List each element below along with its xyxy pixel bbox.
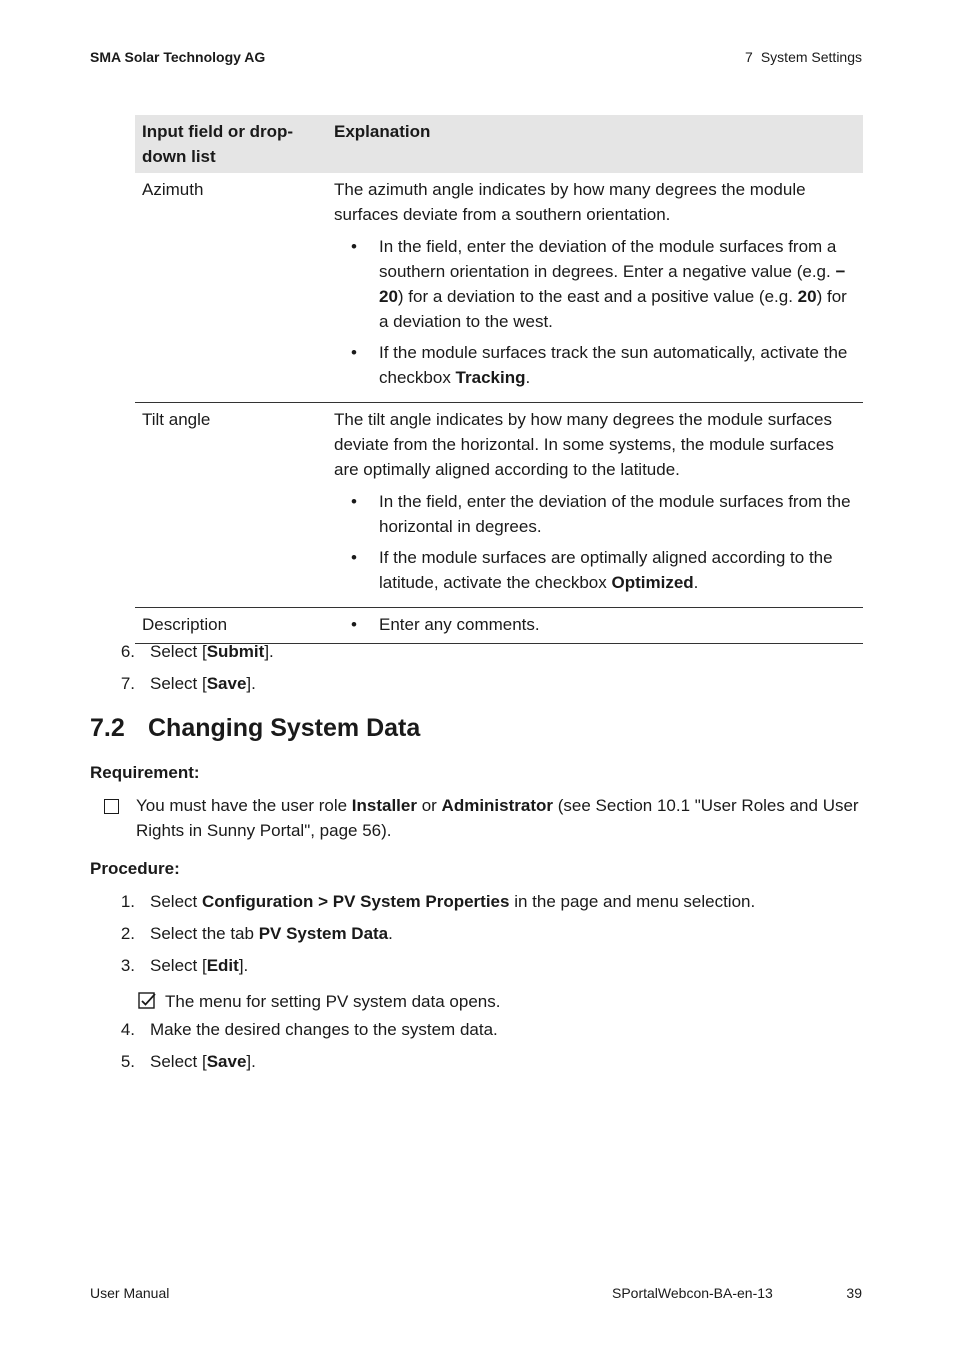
step-number: 5. xyxy=(120,1052,135,1071)
explanation-intro: The tilt angle indicates by how many degrees the module surfaces deviate from the horizontal. In some systems, the module surfaces are optimally aligned according to the latitude. xyxy=(334,410,834,479)
column-header-field: Input field or drop-down list xyxy=(135,115,327,173)
bullet-item: • If the module surfaces are optimally aligned according to the latitude, activate the checkbox Optimized. xyxy=(334,545,856,595)
step-item: 7. Select [Save]. xyxy=(90,671,274,703)
step-item: 5. Select [Save]. xyxy=(90,1049,755,1081)
steps-top-list xyxy=(90,639,274,703)
header-chapter xyxy=(745,49,862,65)
requirement-item: You must have the user role Installer or Administrator (see Section 10.1 "User Roles and User Rights in Sunny Portal", page 56). xyxy=(104,793,864,843)
requirement-label: Requirement: xyxy=(90,763,200,782)
bullet-item: • In the field, enter the deviation of the module surfaces from the horizontal in degrees. xyxy=(334,489,856,539)
footer-manual-label: User Manual xyxy=(90,1285,170,1301)
table-row-azimuth xyxy=(135,173,863,403)
bullet-icon: • xyxy=(351,237,357,256)
chapter-number: 7 xyxy=(745,49,753,65)
section-number: 7.2 xyxy=(90,714,125,742)
bullet-icon: • xyxy=(351,492,357,511)
step-number: 7. xyxy=(120,674,135,693)
procedure-steps-list xyxy=(90,889,755,1081)
footer-doc-id: SPortalWebcon-BA-en-13 xyxy=(612,1285,773,1301)
step-item: 2. Select the tab PV System Data. xyxy=(90,921,755,953)
field-name: Tilt angle xyxy=(135,403,327,608)
section-heading xyxy=(90,714,420,743)
column-header-explanation: Explanation xyxy=(327,115,863,173)
step-number: 6. xyxy=(120,642,135,661)
explanation-intro: The azimuth angle indicates by how many degrees the module surfaces deviate from a southern orientation. xyxy=(334,180,806,224)
field-name: Azimuth xyxy=(135,173,327,403)
explanation-cell xyxy=(327,403,863,608)
chapter-title: System Settings xyxy=(760,49,862,65)
checkbox-checked-icon xyxy=(138,992,156,1010)
explanation-cell xyxy=(327,608,863,644)
step-number: 3. xyxy=(120,956,135,975)
settings-table xyxy=(135,115,863,644)
bullet-icon: • xyxy=(351,615,357,634)
checkbox-empty-icon xyxy=(104,799,119,814)
step-number: 1. xyxy=(120,892,135,911)
page-number: 39 xyxy=(846,1285,862,1301)
section-title: Changing System Data xyxy=(148,714,421,742)
step-result xyxy=(90,985,755,1017)
bullet-item: • In the field, enter the deviation of the module surfaces from a southern orientation in degrees. Enter a negative value (e.g. − 20) for a deviation to the east and a positive value (e.g. 20) for a deviation to the west. xyxy=(334,234,856,334)
step-number: 2. xyxy=(120,924,135,943)
step-item: 4. Make the desired changes to the system data. xyxy=(90,1017,755,1049)
explanation-cell xyxy=(327,173,863,403)
step-item: 6. Select [Submit]. xyxy=(90,639,274,671)
header-company: SMA Solar Technology AG xyxy=(90,49,266,65)
step-number: 4. xyxy=(120,1020,135,1039)
procedure-label: Procedure: xyxy=(90,859,180,878)
bullet-item: • If the module surfaces track the sun automatically, activate the checkbox Tracking. xyxy=(334,340,856,390)
table-row-tilt-angle xyxy=(135,403,863,608)
bullet-icon: • xyxy=(351,343,357,362)
table-header-row xyxy=(135,115,863,173)
bullet-item: • Enter any comments. xyxy=(334,612,856,637)
result-text: The menu for setting PV system data opens. xyxy=(165,991,501,1011)
field-name: Description xyxy=(135,608,327,644)
step-item: 1. Select Configuration > PV System Properties in the page and menu selection. xyxy=(90,889,755,921)
step-item: 3. Select [Edit]. xyxy=(90,953,755,985)
bullet-icon: • xyxy=(351,548,357,567)
